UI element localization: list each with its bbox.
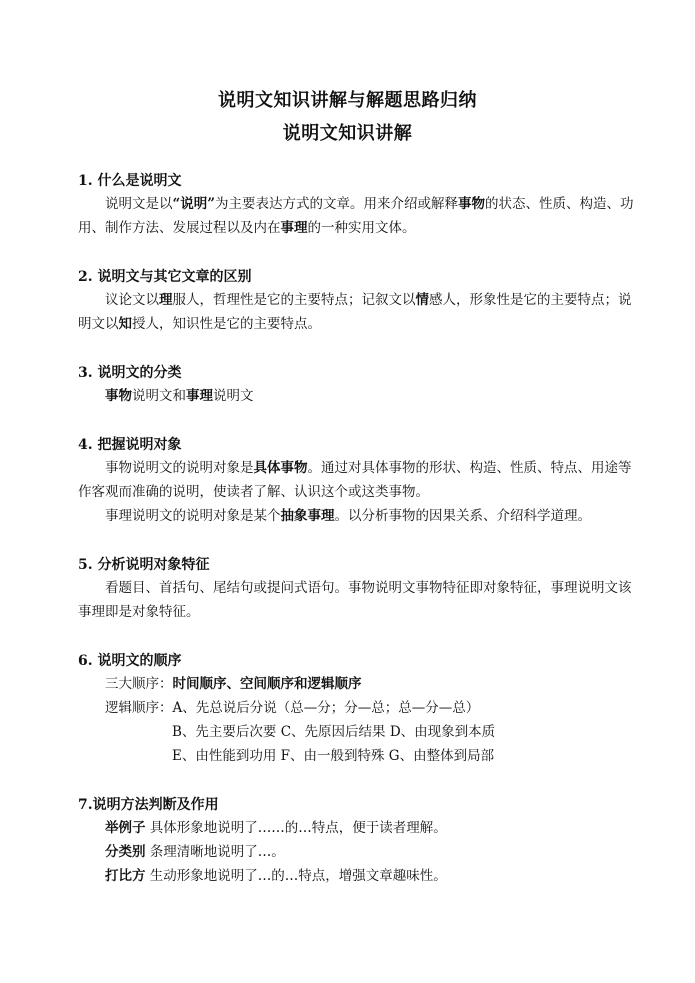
method-effect: 条理清晰地说明了…。: [145, 844, 285, 860]
document-subtitle: 说明文知识讲解: [282, 123, 413, 144]
method-name: 举例子: [105, 820, 146, 836]
text-run: 说明文和: [132, 388, 186, 404]
bold-term: 理: [159, 292, 173, 308]
section-line: E、由性能到功用 F、由一般到特殊 G、由整体到局部: [172, 748, 495, 764]
section-heading: 6. 说明文的顺序: [78, 653, 182, 669]
text-run: 为主要表达方式的文章。用来介绍或解释: [215, 196, 459, 212]
bold-term: 事物: [458, 196, 486, 212]
section-line: B、先主要后次要 C、先原因后结果 D、由现象到本质: [172, 724, 496, 740]
bold-term: 知: [118, 316, 132, 332]
section-paragraph: [78, 192, 638, 240]
bold-term: 情: [415, 292, 429, 308]
section-heading: 3. 说明文的分类: [78, 365, 182, 381]
bold-term: 抽象事理: [280, 508, 335, 524]
method-line: [78, 840, 638, 864]
section-line: [78, 384, 638, 408]
text-run: 感人，形象性是它的主要特点；说明文以: [78, 292, 632, 332]
text-run: 服人，哲理性是它的主要特点；记叙文以: [172, 292, 416, 308]
section-6: [78, 650, 638, 768]
method-name: 打比方: [105, 868, 146, 884]
method-line: [78, 864, 638, 888]
section-line: 逻辑顺序：A、先总说后分说（总—分；分—总；总—分—总）: [105, 700, 480, 716]
text-run: 说明文: [213, 388, 254, 404]
section-line: [78, 672, 638, 696]
document-title: 说明文知识讲解与解题思路归纳: [218, 90, 477, 111]
section-7: [78, 794, 638, 888]
method-name: 分类别: [105, 844, 146, 860]
bold-term: 事理: [186, 388, 213, 404]
text-run: 。以分析事物的因果关系、介绍科学道理。: [334, 508, 591, 524]
method-effect: 具体形象地说明了……的…特点，便于读者理解。: [145, 820, 447, 836]
text-run: 三大顺序：: [105, 676, 173, 692]
section-paragraph: [78, 288, 638, 336]
section-4: [78, 434, 638, 528]
text-run: 。通过对具体事物的形状、构造、性质、特点、用途等作客观而准确的说明，使读者了解、认识这个或这类事物。: [78, 460, 632, 500]
section-heading: 4. 把握说明对象: [78, 437, 182, 453]
section-1: [78, 170, 638, 240]
bold-term: 事物: [105, 388, 132, 404]
section-2: [78, 266, 638, 336]
text-run: 的一种实用文体。: [307, 220, 416, 236]
section-5: [78, 554, 638, 624]
section-heading: 5. 分析说明对象特征: [78, 557, 210, 573]
bold-term: “说明”: [172, 196, 216, 212]
text-run: 的状态、性质、构造、功用、制作方法、发展过程以及内在: [78, 196, 634, 236]
text-run: 事物说明文的说明对象是: [105, 460, 254, 476]
section-paragraph: [78, 456, 638, 504]
section-heading: 2. 说明文与其它文章的区别: [78, 269, 252, 285]
bold-term: 事理: [280, 220, 308, 236]
method-effect: 生动形象地说明了…的…特点，增强文章趣味性。: [145, 868, 447, 884]
method-line: [78, 816, 638, 840]
bold-term: 具体事物: [253, 460, 308, 476]
section-heading: 1. 什么是说明文: [78, 173, 182, 189]
text-run: 议论文以: [105, 292, 159, 308]
section-3: [78, 362, 638, 408]
section-paragraph: [78, 504, 638, 528]
section-heading: 7.说明方法判断及作用: [78, 797, 219, 813]
section-paragraph: 看题目、首括句、尾结句或提问式语句。事物说明文事物特征即对象特征，事理说明文该事理即是对象特征。: [78, 580, 632, 620]
text-run: 事理说明文的说明对象是某个: [105, 508, 281, 524]
bold-term: 时间顺序、空间顺序和逻辑顺序: [172, 676, 362, 692]
text-run: 授人，知识性是它的主要特点。: [132, 316, 321, 332]
text-run: 说明文是以: [105, 196, 173, 212]
